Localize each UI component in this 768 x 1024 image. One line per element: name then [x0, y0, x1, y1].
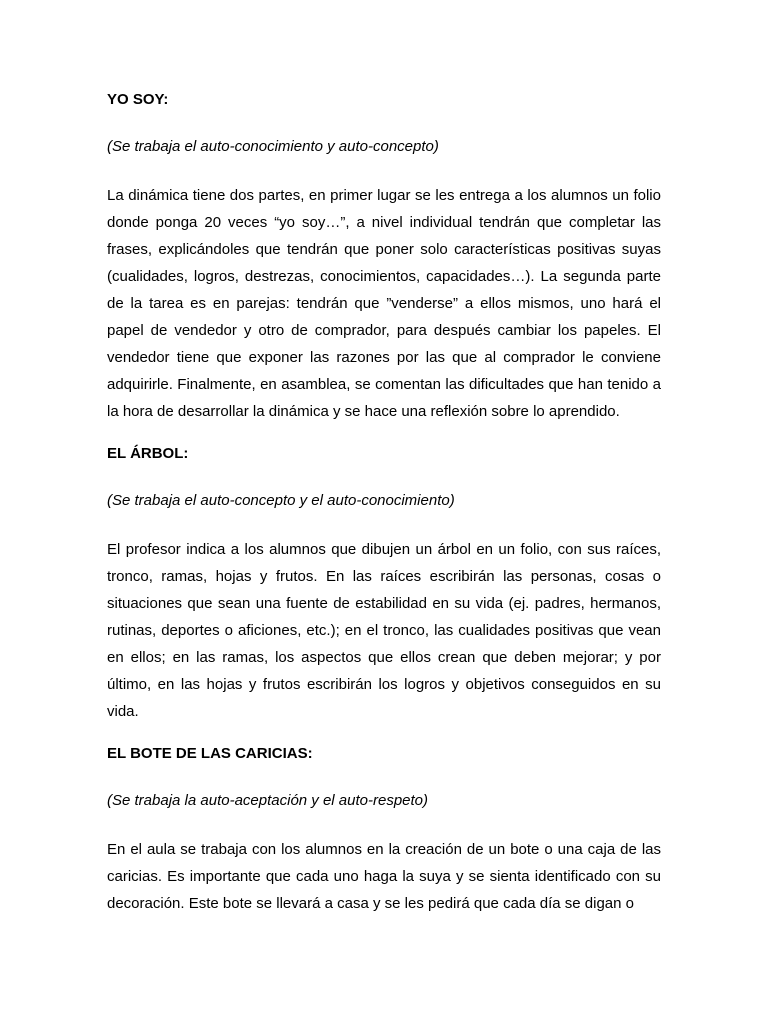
- document-page: [107, 90, 661, 936]
- section-heading-yo-soy: YO SOY:: [107, 91, 169, 108]
- section-heading-el-arbol: EL ÁRBOL:: [107, 445, 189, 462]
- section-subtitle-yo-soy: (Se trabaja el auto-conocimiento y auto-concepto): [107, 138, 439, 155]
- section-subtitle-bote-caricias: (Se trabaja la auto-aceptación y el auto-respeto): [107, 792, 429, 809]
- section-body-el-arbol: El profesor indica a los alumnos que dibujen un árbol en un folio, con sus raíces, tronco, ramas, hojas y frutos. En las raíces escribirán las personas, cosas o situaciones que sean una fuente de estabilidad en su vida (ej. padres, hermanos, rutinas, deportes o aficiones, etc.); en el tronco, las cualidades positivas que vean en ellos; en las ramas, los aspectos que ellos crean que deben mejorar; y por último, en las hojas y frutos escribirán los logros y objetivos conseguidos en su vida.: [107, 541, 661, 720]
- section-body-bote-caricias: En el aula se trabaja con los alumnos en la creación de un bote o una caja de las caricias. Es importante que cada uno haga la suya y se sienta identificado con su decoración. Este bote se llevará a casa y se les pedirá que cada día se digan o: [107, 841, 661, 912]
- section-subtitle-el-arbol: (Se trabaja el auto-concepto y el auto-conocimiento): [107, 492, 455, 509]
- section-heading-bote-caricias: EL BOTE DE LAS CARICIAS:: [107, 745, 313, 762]
- section-body-yo-soy: La dinámica tiene dos partes, en primer lugar se les entrega a los alumnos un folio donde ponga 20 veces “yo soy…”, a nivel individual tendrán que completar las frases, explicándoles que tendrán que poner solo características positivas suyas (cualidades, logros, destrezas, conocimientos, capacidades…). La segunda parte de la tarea es en parejas: tendrán que ”venderse” a ellos mismos, uno hará el papel de vendedor y otro de comprador, para después cambiar los papeles. El vendedor tiene que exponer las razones por las que al comprador le conviene adquirirle. Finalmente, en asamblea, se comentan las dificultades que han tenido a la hora de desarrollar la dinámica y se hace una reflexión sobre lo aprendido.: [107, 187, 661, 420]
